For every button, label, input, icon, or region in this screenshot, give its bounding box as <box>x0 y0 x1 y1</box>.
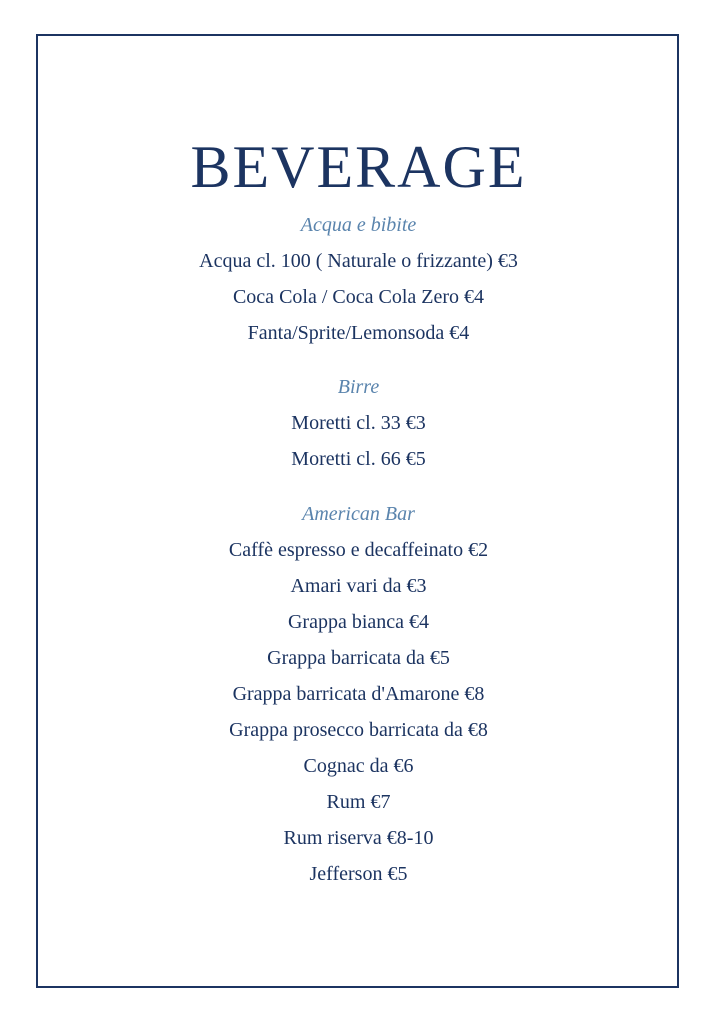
section-american-bar <box>0 500 717 892</box>
section-birre <box>0 373 717 477</box>
menu-item: Rum riserva €8-10 <box>283 827 434 849</box>
menu-item: Grappa barricata d'Amarone €8 <box>232 683 485 705</box>
section-title: Birre <box>337 376 380 398</box>
section-title: American Bar <box>302 503 415 525</box>
menu-item: Grappa bianca €4 <box>287 611 430 633</box>
menu-item: Cognac da €6 <box>303 755 414 777</box>
menu-item: Grappa prosecco barricata da €8 <box>229 719 488 741</box>
section-title: Acqua e bibite <box>300 214 417 236</box>
menu-item: Jefferson €5 <box>309 863 408 885</box>
menu-title: BEVERAGE <box>190 134 527 201</box>
menu-item: Acqua cl. 100 ( Naturale o frizzante) €3 <box>199 250 518 272</box>
section-acqua-e-bibite <box>0 211 717 351</box>
menu-item: Coca Cola / Coca Cola Zero €4 <box>232 286 485 308</box>
menu-item: Moretti cl. 33 €3 <box>291 412 426 434</box>
menu-item: Fanta/Sprite/Lemonsoda €4 <box>247 322 470 344</box>
menu-item: Grappa barricata da €5 <box>267 647 450 669</box>
menu-item: Caffè espresso e decaffeinato €2 <box>228 539 489 561</box>
menu-item: Rum €7 <box>326 791 391 813</box>
menu-item: Amari vari da €3 <box>290 575 427 597</box>
menu-item: Moretti cl. 66 €5 <box>291 448 426 470</box>
